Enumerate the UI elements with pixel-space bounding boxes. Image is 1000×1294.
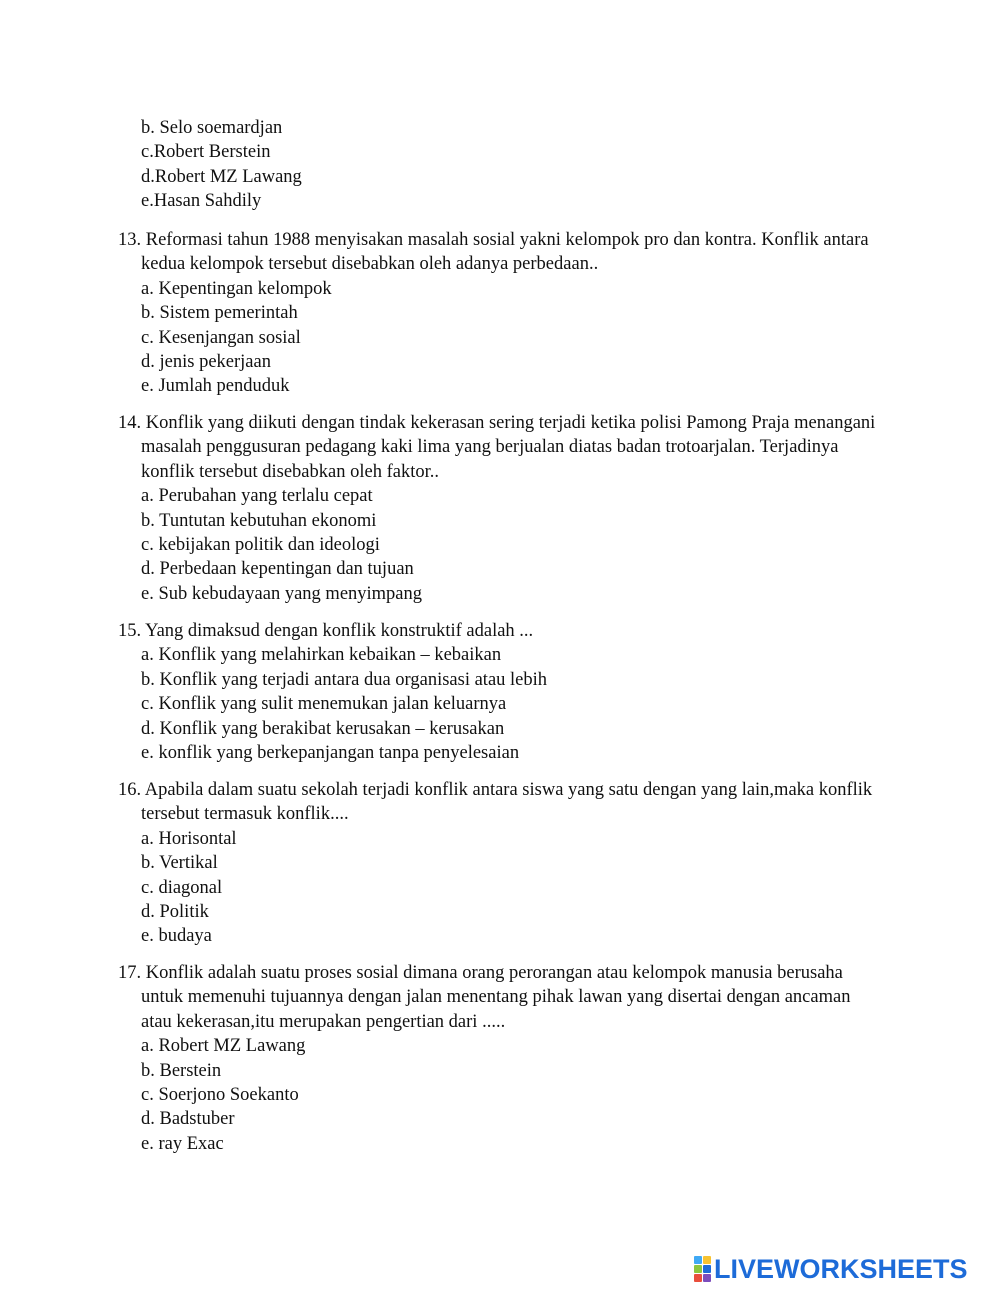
- question-text: 16. Apabila dalam suatu sekolah terjadi konflik antara siswa yang satu dengan yang lain,maka konflik tersebut termasuk konflik....: [118, 780, 873, 825]
- option: b. Selo soemardjan: [141, 118, 283, 138]
- option: c. Konflik yang sulit menemukan jalan keluarnya: [141, 694, 507, 715]
- question-options: [118, 827, 878, 949]
- logo-square: [703, 1256, 711, 1264]
- option: a. Horisontal: [141, 828, 237, 849]
- question-17: [118, 961, 878, 1156]
- option: c. Soerjono Soekanto: [141, 1085, 299, 1106]
- option: e. Jumlah penduduk: [141, 376, 290, 397]
- option: d. Badstuber: [141, 1109, 235, 1130]
- option: e. ray Exac: [141, 1133, 224, 1154]
- option: d. Perbedaan kepentingan dan tujuan: [141, 559, 414, 580]
- option: d.Robert MZ Lawang: [141, 166, 302, 187]
- question-text: 17. Konflik adalah suatu proses sosial dimana orang perorangan atau kelompok manusia berusaha untuk memenuhi tujuannya dengan jalan menentang pihak lawan yang disertai dengan ancaman atau kekerasan,itu merupakan pengertian dari .....: [118, 963, 851, 1032]
- logo-square: [703, 1265, 711, 1273]
- option: c. Kesenjangan sosial: [141, 327, 301, 348]
- logo-grid-icon: [694, 1256, 711, 1282]
- question-text: 14. Konflik yang diikuti dengan tindak kekerasan sering terjadi ketika polisi Pamong Praja menangani masalah penggusuran pedagang kaki lima yang berjualan diatas badan trotoarjalan. Terjadinya konflik tersebut disebabkan oleh faktor..: [118, 413, 876, 482]
- question-options: [118, 643, 878, 765]
- logo-text: LIVEWORKSHEETS: [714, 1254, 968, 1284]
- option: c. kebijakan politik dan ideologi: [141, 535, 380, 556]
- option: a. Perubahan yang terlalu cepat: [141, 486, 373, 507]
- option: a. Konflik yang melahirkan kebaikan – kebaikan: [141, 645, 502, 666]
- option: c. diagonal: [141, 877, 223, 898]
- logo-square: [694, 1256, 702, 1264]
- question-14: [118, 411, 878, 606]
- logo-square: [694, 1265, 702, 1273]
- question-options: [118, 484, 878, 606]
- liveworksheets-logo[interactable]: [694, 1256, 968, 1282]
- question-13: [118, 228, 878, 399]
- question-text: 15. Yang dimaksud dengan konflik konstruktif adalah ...: [118, 621, 534, 641]
- option: d. Konflik yang berakibat kerusakan – kerusakan: [141, 718, 505, 739]
- question-options: [118, 1034, 878, 1156]
- question-options: [118, 277, 878, 399]
- question-16: [118, 778, 878, 949]
- option: c.Robert Berstein: [141, 142, 271, 163]
- option: b. Berstein: [141, 1060, 222, 1081]
- option: b. Sistem pemerintah: [141, 303, 298, 324]
- option: a. Kepentingan kelompok: [141, 278, 332, 299]
- question-15: [118, 619, 878, 765]
- option: e. Sub kebudayaan yang menyimpang: [141, 583, 423, 604]
- option: a. Robert MZ Lawang: [141, 1036, 306, 1057]
- option: d. Politik: [141, 902, 209, 923]
- option: b. Konflik yang terjadi antara dua organisasi atau lebih: [141, 669, 548, 690]
- logo-square: [694, 1274, 702, 1282]
- logo-square: [703, 1274, 711, 1282]
- option: e. konflik yang berkepanjangan tanpa penyelesaian: [141, 743, 520, 764]
- question-text: 13. Reformasi tahun 1988 menyisakan masalah sosial yakni kelompok pro dan kontra. Konflik antara kedua kelompok tersebut disebabkan oleh adanya perbedaan..: [118, 230, 869, 275]
- option: e.Hasan Sahdily: [141, 191, 262, 212]
- option: e. budaya: [141, 926, 212, 947]
- previous-question-options: [141, 116, 302, 214]
- option: b. Tuntutan kebutuhan ekonomi: [141, 510, 377, 531]
- option: d. jenis pekerjaan: [141, 352, 271, 373]
- option: b. Vertikal: [141, 853, 218, 874]
